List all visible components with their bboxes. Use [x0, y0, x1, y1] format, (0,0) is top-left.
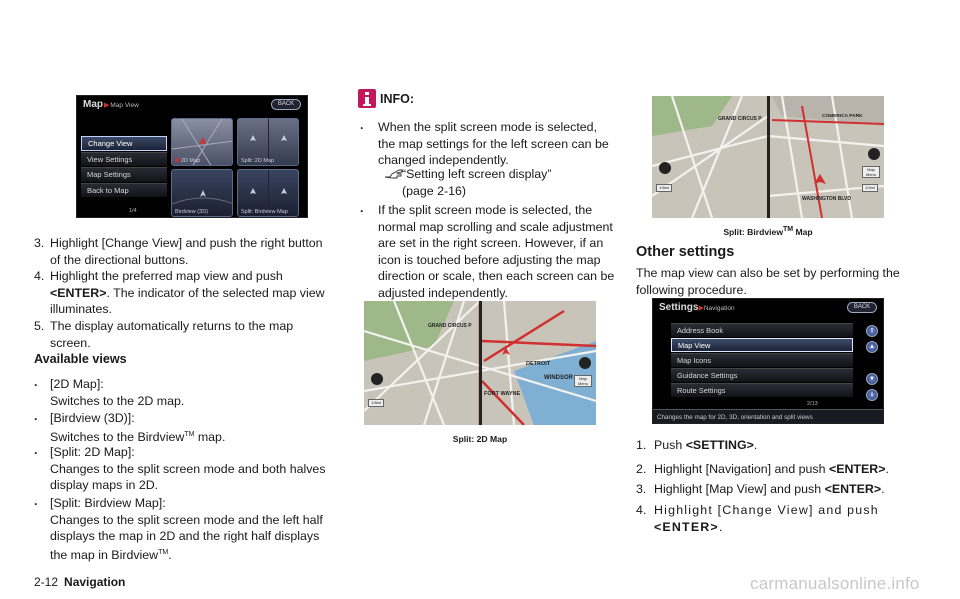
map-scale[interactable]: 1/8mi [368, 399, 384, 407]
selected-indicator-icon [175, 158, 179, 162]
tile-split-2d-map[interactable]: Split: 2D Map [237, 118, 299, 166]
caption-split-birdview-map: Split: Birdview™ Map [723, 226, 813, 237]
menu-item-back-to-map[interactable]: Back to Map [81, 183, 167, 198]
other-settings-heading: Other settings [636, 244, 735, 260]
info-bullet-1: . When the split screen mode is selected, the map settings for the left screen can be changed independently. [360, 118, 609, 167]
back-button[interactable]: BACK [847, 302, 877, 313]
page-indicator: 1/4 [129, 208, 137, 214]
other-step-4: 4. Highlight [Change View] and push <ENTER>. [636, 503, 879, 534]
screen-help-text: Changes the map for 2D, 3D, orientation and split views [653, 409, 884, 424]
split-birdview-map-image: GRAND CIRCUS P COMERICA PARK WASHINGTON BLVD Map Menu 1/8mi 1/4mi [652, 96, 884, 218]
step-4: 4. Highlight the preferred map view and push <ENTER>. The indicator of the selected map view illuminates. [34, 269, 325, 316]
menu-item-route-settings[interactable]: Route Settings [671, 383, 853, 397]
menu-item-guidance-settings[interactable]: Guidance Settings [671, 368, 853, 382]
info-bullet-2: . If the split screen mode is selected, the normal map scrolling and scale adjustment are set in the right screen. However, if an icon is touched before adjusting the map direction or scale, then each screen can be adjusted independently. [360, 201, 615, 300]
available-views-heading: Available views [34, 352, 127, 366]
page-number: 2-12 [34, 575, 59, 589]
scroll-bottom-icon[interactable]: ⇓ [866, 389, 878, 401]
menu-item-map-view[interactable]: Map View [671, 338, 853, 352]
map-scale-right[interactable]: 1/4mi [862, 184, 878, 192]
reference-link[interactable]: “Setting left screen display” (page 2-16) [402, 167, 552, 198]
other-settings-intro: The map view can also be set by performing the following procedure. [636, 266, 900, 297]
other-step-1: 1. Push <SETTING>. [636, 438, 758, 452]
map-view-screen [76, 95, 308, 218]
tile-birdview-3d[interactable]: Birdview (3D) [171, 169, 233, 217]
settings-navigation-screen [652, 298, 884, 424]
screen-title: Map▶Map View [83, 99, 139, 110]
page-indicator: 2/13 [807, 401, 818, 407]
map-menu-button[interactable]: Map Menu [574, 375, 592, 387]
view-split-birdview-map: . [Split: Birdview Map]: Changes to the split screen mode and the left half displays the map in 2D and the right half displays the map in Birdview™. [34, 494, 323, 562]
other-step-2: 2. Highlight [Navigation] and push <ENTER>. [636, 462, 889, 476]
view-2d-map: . [2D Map]: Switches to the 2D map. [34, 375, 185, 408]
step-5: 5. The display automatically returns to the map screen. [34, 319, 294, 350]
scroll-up-icon[interactable]: ▲ [866, 341, 878, 353]
reference-pointing-hand-icon [384, 166, 404, 180]
menu-item-change-view[interactable]: Change View [81, 136, 167, 151]
caption-split-2d-map: Split: 2D Map [452, 434, 508, 444]
menu-item-address-book[interactable]: Address Book [671, 323, 853, 337]
split-2d-map-image: GRAND CIRCUS P DETROIT WINDSOR FORT WAYNE Map Menu 1/8mi [364, 301, 596, 425]
info-icon [358, 89, 376, 108]
info-title: INFO: [380, 92, 415, 106]
menu-item-view-settings[interactable]: View Settings [81, 152, 167, 167]
section-name: Navigation [64, 575, 126, 589]
map-scale-left[interactable]: 1/8mi [656, 184, 672, 192]
tile-2d-map[interactable]: 2D Map [171, 118, 233, 166]
settings-menu [671, 323, 853, 398]
other-step-3: 3. Highlight [Map View] and push <ENTER>. [636, 482, 885, 496]
menu-item-map-settings[interactable]: Map Settings [81, 167, 167, 182]
screen-title: Settings▶Navigation [659, 302, 735, 313]
map-menu-button[interactable]: Map Menu [862, 166, 880, 178]
view-birdview-3d: . [Birdview (3D)]: Switches to the Birdview™ map. [34, 409, 226, 444]
menu-item-map-icons[interactable]: Map Icons [671, 353, 853, 367]
page-footer [34, 575, 125, 589]
view-split-2d-map: . [Split: 2D Map]: Changes to the split screen mode and both halves display maps in 2D. [34, 443, 326, 492]
scroll-down-icon[interactable]: ▼ [866, 373, 878, 385]
back-button[interactable]: BACK [271, 99, 301, 110]
watermark: carmanualsonline.info [750, 574, 920, 593]
step-3: 3. Highlight [Change View] and push the right button of the directional buttons. [34, 236, 323, 267]
scroll-top-icon[interactable]: ⇑ [866, 325, 878, 337]
map-view-menu [81, 136, 167, 198]
tile-split-birdview-map[interactable]: Split: Birdview Map [237, 169, 299, 217]
